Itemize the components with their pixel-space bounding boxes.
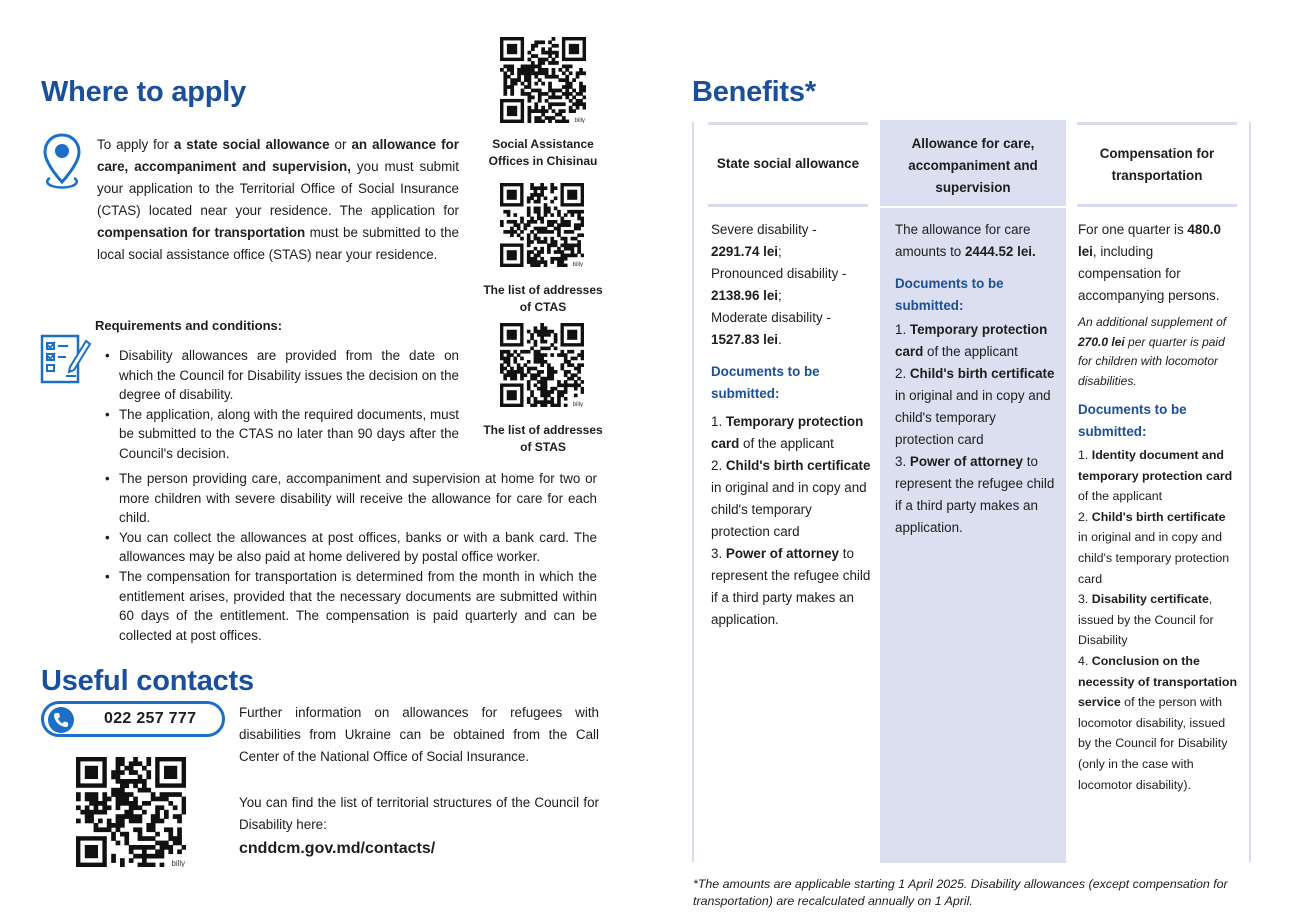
list-item: • You can collect the allowances at post offices, banks or with a bank card. The allowances may be also paid at home delivered by postal office worker. [97, 528, 597, 567]
divider [880, 206, 1066, 208]
divider [1077, 122, 1237, 125]
location-pin-icon [42, 132, 82, 192]
contacts-paragraph-2: You can find the list of territorial structures of the Council for Disability here: [239, 795, 599, 832]
table-left-border [692, 122, 694, 862]
where-to-apply-title: Where to apply [41, 76, 247, 108]
list-item: • The person providing care, accompaniment and supervision at home for two or more children with severe disability will receive the allowance for care for each child. [97, 469, 597, 528]
benefits-title: Benefits* [692, 76, 816, 108]
documents-heading: Documents to be submitted: [1078, 402, 1187, 439]
documents-heading: Documents to be submitted: [711, 364, 820, 401]
contacts-link[interactable]: cnddcm.gov.md/contacts/ [239, 840, 436, 857]
svg-text:billy: billy [572, 402, 583, 407]
svg-text:billy: billy [171, 859, 185, 867]
contacts-paragraph-1: Further information on allowances for refugees with disabilities from Ukraine can be obtained from the Call Center of the National Office of Social Insurance. [239, 705, 599, 764]
qr-code-stas[interactable] [500, 323, 584, 412]
column-header-transport-compensation: Compensation for transportation [1099, 146, 1215, 183]
phone-icon [48, 707, 74, 733]
table-cell-state-allowance: Severe disability - 2291.74 lei; Pronounced disability - 2138.96 lei; Moderate disability - 1527.83 lei. Documents to be submitted: 1. Temporary protection card of the applicant 2. Child's birth certificate in original and in copy and child's temporary protection card 3. Power of attorney to represent the refugee child if a third party makes an application. [711, 222, 871, 627]
qr-caption-social-assistance: Social Assistance Offices in Chisinau [488, 137, 598, 168]
column-header-state-allowance: State social allowance [716, 156, 860, 171]
divider [708, 204, 868, 207]
qr-code-contacts[interactable] [76, 757, 186, 872]
table-cell-transport-compensation: For one quarter is 480.0 lei, including compensation for accompanying persons. An additional supplement of 270.0 lei per quarter is paid for children with locomotor disabilities. Documents to be submitted: 1. Identity document and temporary protection card of the applicant 2. Child's birth certificate in original and in copy and child's temporary protection card 3. Disability certificate, issued by the Council for Disability 4. Conclusion on the necessity of transportation service of the person with locomotor disability, issued by the Council for Disability (only in the case with locomotor disability). [1078, 222, 1238, 792]
phone-number: 022 257 777 [104, 710, 197, 727]
table-cell-care-allowance: The allowance for care amounts to 2444.52 lei. Documents to be submitted: 1. Temporary protection card of the applicant 2. Child's birth certificate in original and in copy and child's temporary protection card 3. Power of attorney to represent the refugee child if a third party makes an application. [895, 219, 1057, 539]
list-item: • The application, along with the required documents, must be submitted to the CTAS no later than 90 days after the Council's decision. [97, 405, 459, 464]
apply-paragraph: To apply for a state social allowance or an allowance for care, accompaniment and supervision, you must submit your application to the Territorial Office of Social Insurance (CTAS) located near your residence. The application for compensation for transportation must be submitted to the local social assistance office (STAS) near your residence. [97, 137, 459, 262]
useful-contacts-title: Useful contacts [41, 665, 254, 697]
column-header-care-allowance: Allowance for care, accompaniment and supervision [908, 136, 1038, 195]
qr-code-social-assistance[interactable] [500, 37, 586, 128]
svg-text:billy: billy [572, 262, 583, 267]
divider [708, 122, 868, 125]
phone-number-badge[interactable] [41, 701, 225, 737]
qr-caption-stas: The list of addresses of STAS [483, 423, 603, 454]
table-right-border [1249, 122, 1251, 862]
requirements-list-narrow [97, 346, 459, 464]
requirements-title: Requirements and conditions: [95, 318, 283, 333]
footnote: *The amounts are applicable starting 1 April 2025. Disability allowances (except compensation for transportation) are recalculated annually on 1 April. [693, 877, 1228, 908]
divider [1077, 204, 1237, 207]
documents-heading: Documents to be submitted: [895, 276, 1004, 313]
requirements-list-wide [97, 469, 597, 645]
list-item: • The compensation for transportation is determined from the month in which the entitlement arises, provided that the necessary documents are submitted within 60 days of the entitlement. The compensation is paid quarterly and can be collected at post offices. [97, 567, 597, 645]
qr-code-ctas[interactable] [500, 183, 584, 272]
list-item: • Disability allowances are provided from the date on which the Council for Disability issues the decision on the degree of disability. [97, 346, 459, 405]
qr-caption-ctas: The list of addresses of CTAS [483, 283, 603, 314]
svg-text:billy: billy [574, 117, 585, 123]
checklist-icon [40, 333, 92, 385]
